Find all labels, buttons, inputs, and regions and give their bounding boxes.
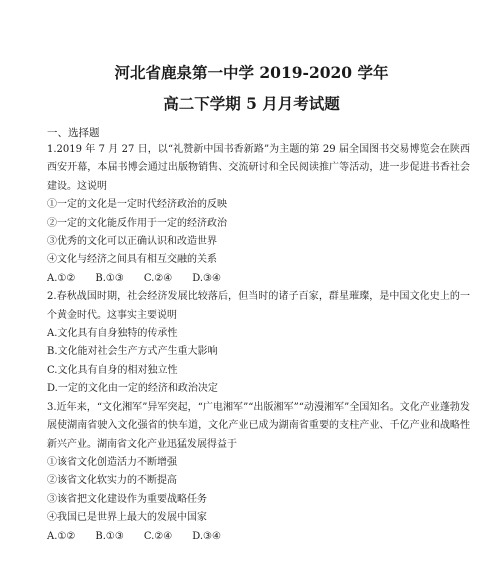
exam-title-line2: 高二下学期 5 月月考试题 (163, 94, 340, 113)
question-1 (47, 141, 470, 288)
option-a: A.①② (47, 530, 76, 542)
statement-item: ③该省把文化建设作为重要战略任务 (47, 493, 207, 505)
statement-item: ①一定的文化是一定时代经济政治的反映 (47, 199, 227, 211)
option-d: D.一定的文化由一定的经济和政治决定 (47, 383, 218, 395)
option-a: A.①② (47, 272, 76, 284)
answer-options (47, 528, 470, 546)
option-d: D.③④ (192, 530, 221, 542)
statement-item: ②一定的文化能反作用于一定的经济政治 (47, 217, 227, 229)
statement-item: ④文化与经济之间具有相互交融的关系 (47, 254, 217, 266)
question-stem: 2.春秋战国时期，社会经济发展比较落后，但当时的诸子百家，群星璀璨，是中国文化史上的一个黄金时代。这事实主要说明 (47, 291, 470, 321)
option-c: C.文化具有自身的相对独立性 (47, 364, 178, 376)
option-b: B.①③ (95, 530, 124, 542)
question-stem: 3.近年来，“文化湘军”异军突起，“广电湘军”“出版湘军”“动漫湘军”全国知名。文化产业蓬勃发展使湖南省驶入文化强省的快车道，文化产业已成为湖南省重要的支柱产业、千亿产业和战略性新兴产业。湖南省文化产业迅猛发展得益于 (47, 401, 470, 450)
exam-title-line1: 河北省鹿泉第一中学 2019-2020 学年 (114, 63, 389, 82)
option-b: B.①③ (95, 272, 124, 284)
statement-item: ②该省文化软实力的不断提高 (47, 475, 177, 487)
question-stem: 1.2019 年 7 月 27 日，以“礼赞新中国书香新路”为主题的第 29 届全国图书交易博览会在陕西西安开幕，本届书博会通过出版物销售、交流研讨和全民阅读推广等活动，进一步促进书香社会建设。这说明 (47, 144, 470, 192)
option-b: B.文化能对社会生产方式产生重大影响 (47, 346, 218, 358)
statement-item: ③优秀的文化可以正确认识和改造世界 (47, 236, 217, 248)
option-d: D.③④ (192, 272, 221, 284)
option-c: C.②④ (143, 272, 173, 284)
statement-item: ④我国已是世界上最大的发展中国家 (47, 512, 207, 524)
option-a: A.文化具有自身独特的传承性 (47, 328, 178, 340)
question-2 (47, 288, 470, 398)
option-c: C.②④ (143, 530, 173, 542)
section-heading: 一、选择题 (47, 127, 100, 139)
statement-item: ①该省文化创造活力不断增强 (47, 456, 177, 468)
question-3 (47, 399, 470, 546)
answer-options (47, 270, 470, 288)
